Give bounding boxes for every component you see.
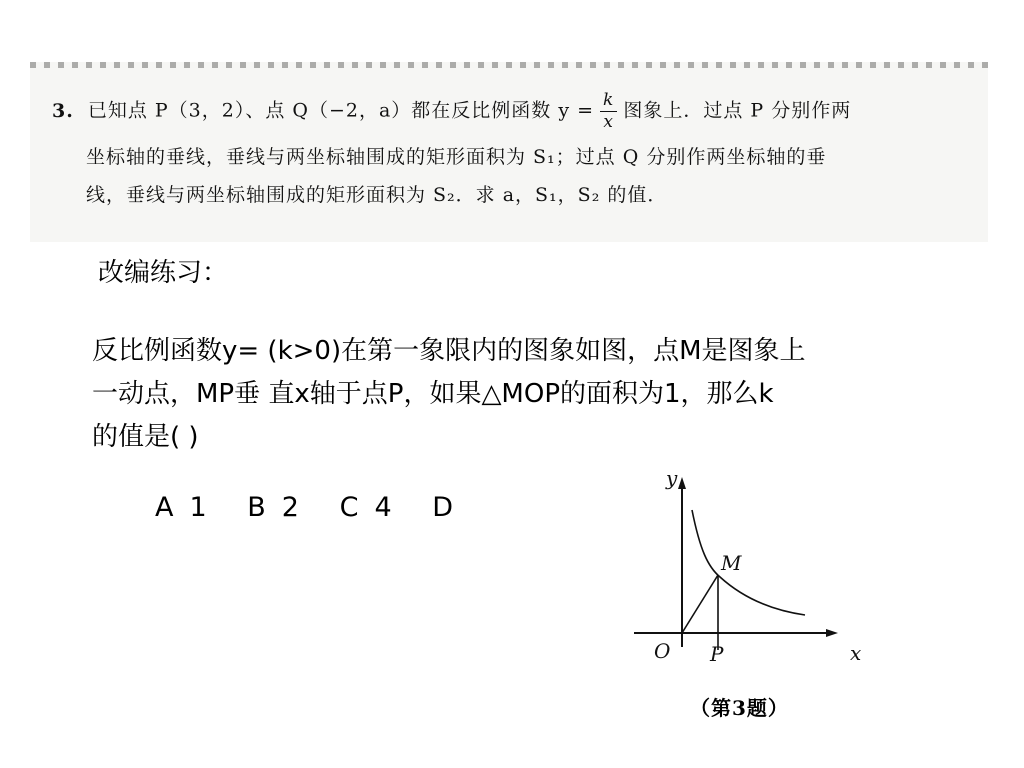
original-problem-line-1 xyxy=(52,92,982,131)
segment-om xyxy=(682,575,718,633)
original-problem-line-2: 坐标轴的垂线，垂线与两坐标轴围成的矩形面积为 S₁；过点 Q 分别作两坐标轴的垂 xyxy=(86,146,827,168)
x-axis-arrow xyxy=(826,629,838,637)
choice-c-letter: C xyxy=(339,492,359,523)
problem-text xyxy=(92,330,1012,459)
question-number: 3. xyxy=(52,99,74,122)
choice-c-value: 4 xyxy=(374,492,392,523)
problem-line-3: 的值是( ) xyxy=(92,422,199,452)
choice-a-letter: A xyxy=(155,492,174,523)
original-line-1-part-b: 图象上．过点 P 分别作两 xyxy=(623,99,852,122)
fraction-denominator: x xyxy=(603,112,614,132)
figure-caption: （第3题） xyxy=(690,696,789,720)
choice-b-value: 2 xyxy=(281,492,299,523)
section-heading: 改编练习： xyxy=(98,258,229,288)
cut-off-text-fragment xyxy=(30,62,988,68)
choice-d-letter: D xyxy=(432,492,454,523)
origin-label: O xyxy=(654,639,671,663)
point-m-label: M xyxy=(721,551,742,575)
fraction-numerator: k xyxy=(600,92,617,112)
original-line-1-part-a: 已知点 P（3，2）、点 Q（−2，a）都在反比例函数 y = xyxy=(87,99,595,122)
problem-line-2: 一动点，MP垂 直x轴于点P，如果△MOP的面积为1，那么k xyxy=(92,379,774,409)
hyperbola-figure xyxy=(620,455,880,665)
fraction-k-over-x xyxy=(600,92,617,131)
scanned-original-problem xyxy=(30,62,988,242)
point-p-label: P xyxy=(710,642,724,665)
answer-choices xyxy=(155,492,501,523)
choice-b-letter: B xyxy=(247,492,266,523)
y-axis-label: y xyxy=(666,466,678,490)
problem-line-1: 反比例函数y= (k>0)在第一象限内的图象如图，点M是图象上 xyxy=(92,336,806,366)
choice-a-value: 1 xyxy=(189,492,207,523)
original-problem-line-3: 线，垂线与两坐标轴围成的矩形面积为 S₂．求 a，S₁，S₂ 的值． xyxy=(86,184,668,206)
y-axis-arrow xyxy=(678,477,686,489)
x-axis-label: x xyxy=(850,641,862,665)
hyperbola-curve xyxy=(692,510,805,615)
